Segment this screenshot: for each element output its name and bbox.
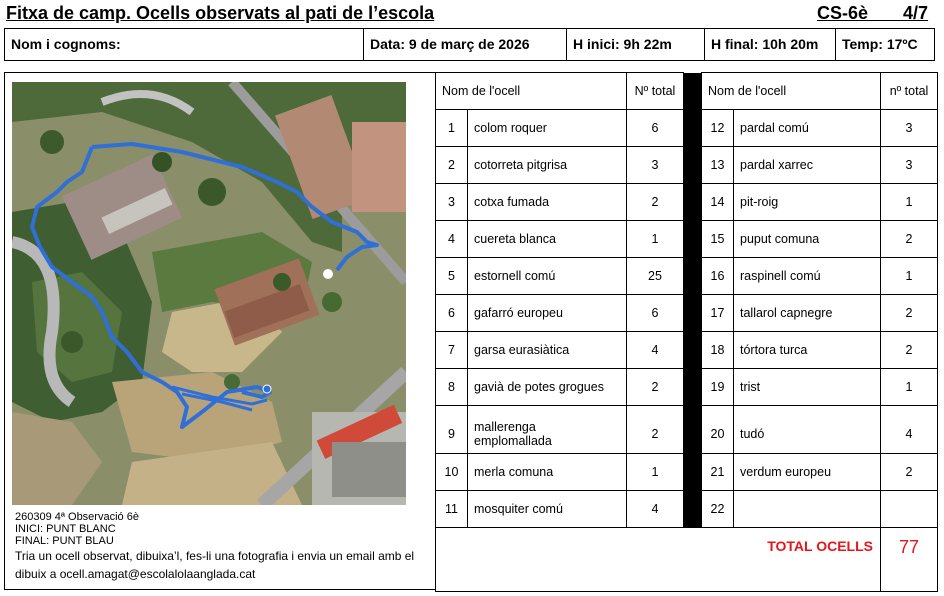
bird-total: 2 bbox=[881, 221, 938, 258]
end-point-label: FINAL: PUNT BLAU bbox=[15, 535, 114, 547]
bird-total: 6 bbox=[627, 110, 684, 147]
bird-name: trist bbox=[734, 369, 881, 406]
bird-total: 1 bbox=[881, 184, 938, 221]
bird-name: pardal xarrec bbox=[734, 147, 881, 184]
bird-name: verdum europeu bbox=[734, 454, 881, 491]
bird-name: colom roquer bbox=[468, 110, 627, 147]
aerial-photo bbox=[12, 82, 406, 505]
row-number: 2 bbox=[436, 147, 468, 184]
bird-total: 1 bbox=[627, 454, 684, 491]
row-number: 11 bbox=[436, 491, 468, 528]
row-number: 13 bbox=[702, 147, 734, 184]
date-field: Data: 9 de març de 2026 bbox=[364, 29, 567, 60]
bird-total bbox=[881, 491, 938, 528]
column-separator bbox=[684, 73, 702, 528]
class-code bbox=[817, 3, 928, 24]
bird-total: 2 bbox=[881, 454, 938, 491]
total-birds-value: 77 bbox=[881, 528, 938, 592]
column-header-total: Nº total bbox=[627, 73, 684, 110]
end-time-field: H final: 10h 20m bbox=[705, 29, 836, 60]
row-number: 8 bbox=[436, 369, 468, 406]
row-number: 16 bbox=[702, 258, 734, 295]
start-point-label: INICI: PUNT BLANC bbox=[15, 523, 116, 535]
bird-total: 3 bbox=[627, 147, 684, 184]
row-number: 5 bbox=[436, 258, 468, 295]
row-number: 12 bbox=[702, 110, 734, 147]
bird-name: cotxa fumada bbox=[468, 184, 627, 221]
class-code-label: CS-6è bbox=[817, 3, 869, 23]
bird-count-table bbox=[435, 72, 938, 592]
bird-name: raspinell comú bbox=[734, 258, 881, 295]
row-number: 20 bbox=[702, 406, 734, 454]
bird-total: 6 bbox=[627, 295, 684, 332]
row-number: 15 bbox=[702, 221, 734, 258]
total-row bbox=[436, 528, 938, 592]
page-title: Fitxa de camp. Ocells observats al pati de l’escola bbox=[6, 3, 435, 23]
bird-total: 4 bbox=[627, 491, 684, 528]
bird-name: tórtora turca bbox=[734, 332, 881, 369]
start-point-marker bbox=[323, 269, 333, 279]
column-header-total-right: nº total bbox=[881, 73, 938, 110]
row-number: 4 bbox=[436, 221, 468, 258]
bird-total: 1 bbox=[881, 369, 938, 406]
row-number: 18 bbox=[702, 332, 734, 369]
bird-total: 1 bbox=[627, 221, 684, 258]
bird-total: 2 bbox=[627, 184, 684, 221]
row-number: 9 bbox=[436, 406, 468, 454]
bird-total: 1 bbox=[881, 258, 938, 295]
bird-total: 2 bbox=[881, 332, 938, 369]
bird-total: 4 bbox=[881, 406, 938, 454]
bird-name: garsa eurasiàtica bbox=[468, 332, 627, 369]
row-number: 21 bbox=[702, 454, 734, 491]
bird-total: 2 bbox=[881, 295, 938, 332]
row-number: 3 bbox=[436, 184, 468, 221]
row-number: 1 bbox=[436, 110, 468, 147]
end-point-marker bbox=[263, 385, 271, 393]
bird-name: estornell comú bbox=[468, 258, 627, 295]
bird-name: gafarró europeu bbox=[468, 295, 627, 332]
bird-total: 25 bbox=[627, 258, 684, 295]
bird-name bbox=[734, 491, 881, 528]
bird-name: gavià de potes grogues bbox=[468, 369, 627, 406]
bird-name: cotorreta pitgrisa bbox=[468, 147, 627, 184]
row-number: 10 bbox=[436, 454, 468, 491]
start-time-field: H inici: 9h 22m bbox=[567, 29, 705, 60]
header-bar bbox=[4, 28, 935, 61]
bird-name: pardal comú bbox=[734, 110, 881, 147]
table-header-row bbox=[436, 73, 938, 110]
aerial-map bbox=[12, 82, 406, 505]
bird-total: 3 bbox=[881, 110, 938, 147]
row-number: 17 bbox=[702, 295, 734, 332]
name-field[interactable]: Nom i cognoms: bbox=[5, 29, 364, 60]
row-number: 7 bbox=[436, 332, 468, 369]
column-header-bird-name: Nom de l'ocell bbox=[436, 73, 627, 110]
bird-name: cuereta blanca bbox=[468, 221, 627, 258]
photo-caption: 260309 4ª Observació 6è bbox=[15, 511, 139, 523]
total-birds-label: TOTAL OCELLS bbox=[436, 528, 881, 592]
instructions-line-2: dibuix a ocell.amagat@escolalolaanglada.cat bbox=[15, 567, 256, 581]
bird-name: mallerenga emplomallada bbox=[468, 406, 627, 454]
bird-name: tallarol capnegre bbox=[734, 295, 881, 332]
bird-name: merla comuna bbox=[468, 454, 627, 491]
bird-total: 2 bbox=[627, 369, 684, 406]
bird-total: 4 bbox=[627, 332, 684, 369]
row-number: 19 bbox=[702, 369, 734, 406]
bird-name: tudó bbox=[734, 406, 881, 454]
row-number: 6 bbox=[436, 295, 468, 332]
row-number: 22 bbox=[702, 491, 734, 528]
temperature-field: Temp: 17ºC bbox=[842, 36, 918, 52]
instructions-line-1: Tria un ocell observat, dibuixa’l, fes-li una fotografia i envia un email amb el bbox=[15, 549, 415, 563]
bird-name: mosquiter comú bbox=[468, 491, 627, 528]
page-number: 4/7 bbox=[903, 3, 929, 23]
bird-total: 3 bbox=[881, 147, 938, 184]
bird-total: 2 bbox=[627, 406, 684, 454]
bird-name: puput comuna bbox=[734, 221, 881, 258]
bird-name: pit-roig bbox=[734, 184, 881, 221]
column-header-bird-name-right: Nom de l'ocell bbox=[702, 73, 881, 110]
row-number: 14 bbox=[702, 184, 734, 221]
